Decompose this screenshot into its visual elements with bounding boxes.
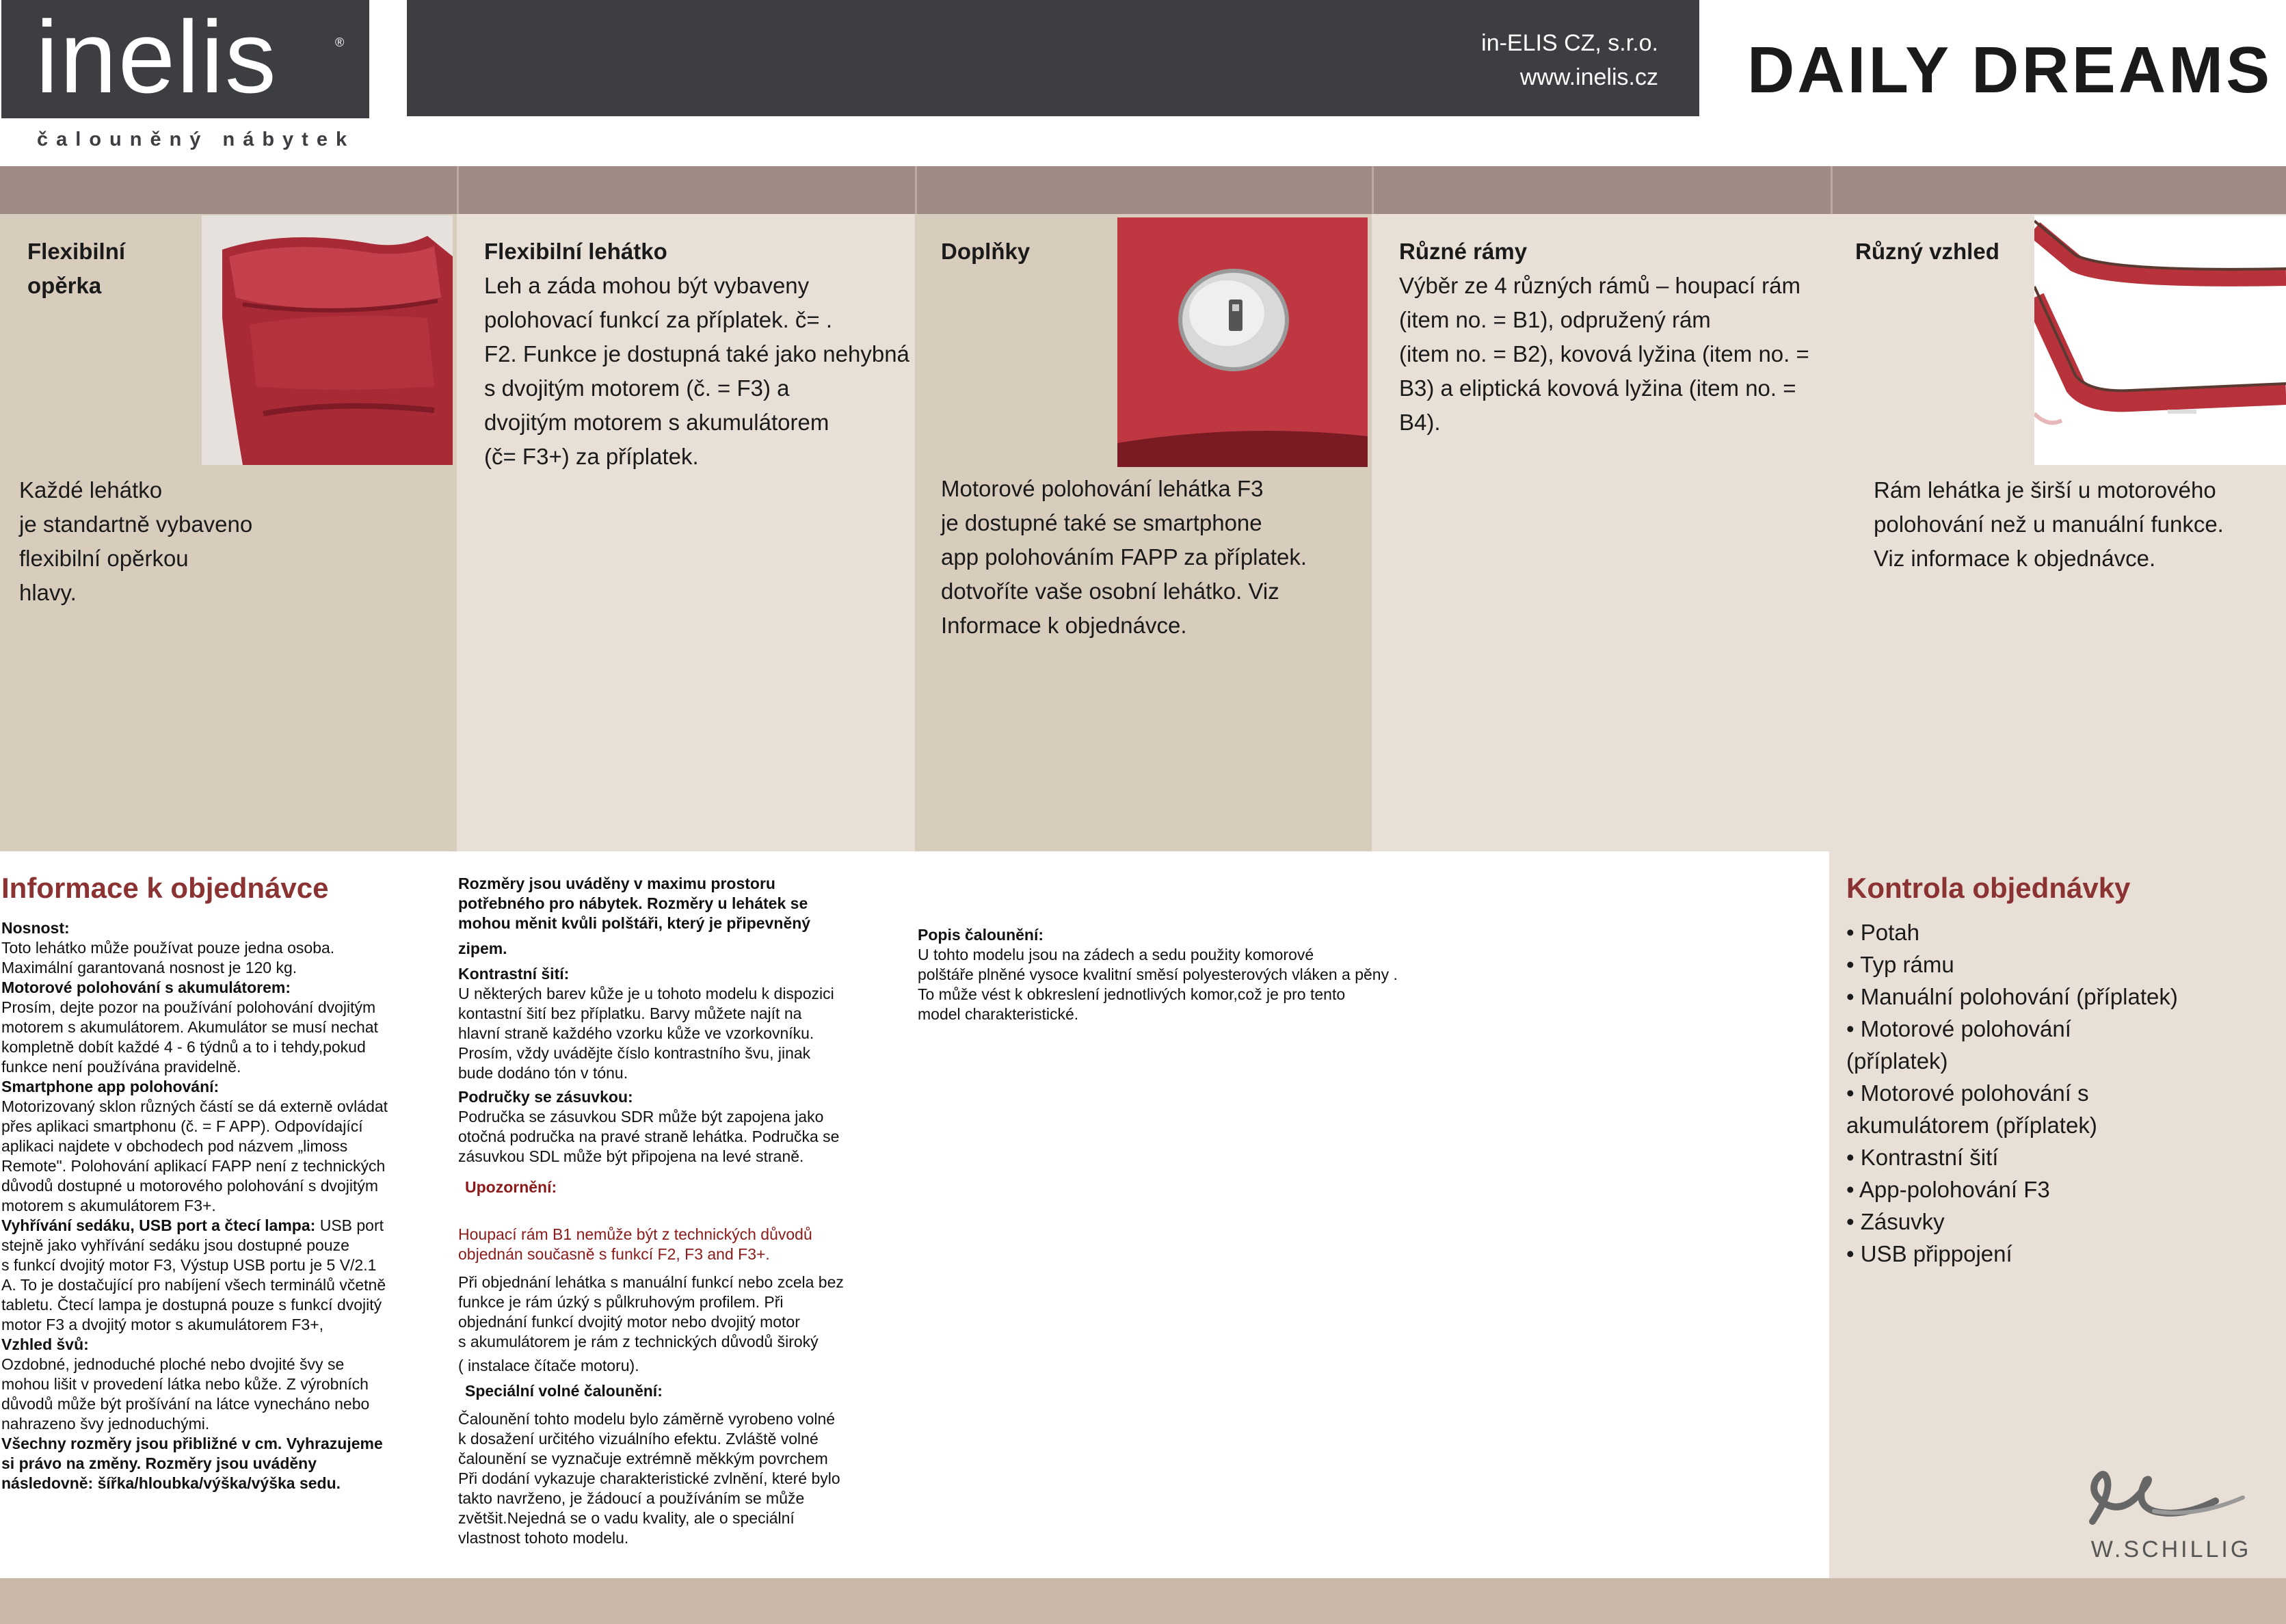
feature-title-accessories: Doplňky	[941, 239, 1031, 264]
checklist-item: • Motorové polohování	[1846, 1016, 2071, 1041]
feature-text-accessories: Motorové polohování lehátka F3 je dostupné také se smartphone app polohováním FAPP za příplatek. dotvoříte vaše osobní lehátko. Viz Informace k objednávce.	[941, 476, 1307, 638]
checklist-item: • Manuální polohování (příplatek)	[1846, 984, 2178, 1009]
feature-title-headrest: Flexibilní opěrka	[27, 239, 126, 298]
wschillig-emblem-icon	[2065, 1463, 2277, 1532]
series-title: DAILY DREAMS	[1747, 34, 2273, 107]
strip-segment	[1831, 166, 2286, 214]
order-checklist	[1846, 916, 2277, 1270]
wschillig-wordmark: W.SCHILLIG	[2090, 1536, 2252, 1562]
checklist-item: • Potah	[1846, 920, 1919, 945]
usb-port-image	[1117, 217, 1368, 467]
wschillig-logo	[2065, 1463, 2277, 1562]
feature-text-headrest: Každé lehátko je standartně vybaveno flexibilní opěrkou hlavy.	[19, 477, 253, 605]
bottom-strip	[0, 1578, 2286, 1624]
tagline: čalouněný nábytek	[37, 129, 356, 150]
registered-mark: ®	[335, 36, 345, 49]
strip-segment	[1372, 166, 1831, 214]
checklist-item: • Zásuvky	[1846, 1209, 1945, 1234]
company-name: in-ELIS CZ, s.r.o.	[1481, 30, 1658, 56]
order-check-title: Kontrola objednávky	[1846, 872, 2131, 904]
checklist-item: • App-polohování F3	[1846, 1177, 2050, 1202]
company-info	[1299, 26, 1658, 94]
checklist-item: • Kontrastní šití	[1846, 1145, 1999, 1170]
strip-segment	[0, 166, 457, 214]
frame-image	[2034, 215, 2286, 465]
checklist-item: • USB přippojení	[1846, 1241, 2012, 1266]
upholstery-info: Popis čalounění: U tohto modelu jsou na zádech a sedu použity komorové polštáře plněné vysoce kvalitní směsí polyesterových vláken a pěny . To může vést k obkreslení jednotlivých komor,což je pro tento model charakteristické.	[918, 926, 1398, 1023]
checklist-item: (příplatek)	[1846, 1048, 1948, 1074]
order-info-text: Nosnost: Toto lehátko může používat pouze jedna osoba. Maximální garantovaná nosnost je 120 kg. Motorové polohování s akumulátorem: Prosím, dejte pozor na používání polohování dvojitým motorem s akumulátorem. Akumulátor se musí nechat kompletně dobít každé 4 - 6 týdnů a to i tehdy,pokud funkce není používána pravidelně. Smartphone app polohování: Motorizovaný sklon různých částí se dá externě ovládat přes aplikaci smartphonu (č. = F APP). Odpovídající aplikaci najdete v obchodech pod názvem „limoss Remote". Polohování aplikací FAPP není z technických důvodů dostupné u motorového polohování s dvojitým motorem s akumulátorem F3+. Vyhřívání sedáku, USB port a čtecí lampa: USB port stejně jako vyhřívání sedáku jsou dostupné pouze s funkcí dvojitý motor F3, Výstup USB portu je 5 V/2.1 A. To je dostačující pro nabíjení všech terminálů včetně tabletu. Čtecí lampa je dostupná pouze s funkcí dvojitý motor F3 a dvojitý motor s akumulátorem F3+, Vzhled švů: Ozdobné, jednoduché ploché nebo dvojité švy se mohou lišit v provedení látka nebo kůže. Z výrobních důvodů může být prošívání na látce vynecháno nebo nahrazeno švy jednoduchými. Všechny rozměry jsou přibližné v cm. Vyhrazujeme si právo na změny. Rozměry jsou uváděny následovně: šířka/hloubka/výška/výška sedu.	[1, 919, 388, 1492]
middle-info-text: Rozměry jsou uváděny v maximu prostoru potřebného pro nábytek. Rozměry u lehátek se mohou měnit kvůli polštáři, který je připevněný zipem. Kontrastní šití: U některých barev kůže je u tohoto modelu k dispozici kontastní šití bez příplatku. Barvy můžete najít na hlavní straně každého vzorku kůže ve vzorkovníku. Prosím, vždy uvádějte číslo kontrastního švu, jinak bude dodáno tón v tónu. Područky se zásuvkou: Područka se zásuvkou SDR může být zapojena jako otočná područka na pravé straně lehátka. Područka se zásuvkou SDL může být připojena na levé straně. Upozornění: Houpací rám B1 nemůže být z technických důvodů objednán současně s funkcí F2, F3 and F3+. Při objednání lehátka s manuální funkcí nebo zcela bez funkce je rám úzký s půlkruhovým profilem. Při objednání funkcí dvojitý motor nebo dvojitý motor s akumulátorem je rám z technických důvodů široký ( instalace čítače motoru). Speciální volné čalounění: Čalounění tohto modelu bylo záměrně vyrobeno volné k dosažení určitého vizuálního efektu. Zvláště volné čalounění se vyznačuje extrémně měkkým povrchem Při dodání vykazuje charakteristické zvlnění, které bylo takto navrženo, je žádoucí a používáním se může zvětšit.Nejedná se o vadu kvality, ale o speciální vlastnost tohoto modelu.	[458, 875, 844, 1547]
brand-logo: inelis	[36, 0, 278, 114]
headrest-image	[202, 215, 453, 465]
feature-frames: Různé rámy Výběr ze 4 různých rámů – houpací rám (item no. = B1), odpružený rám (item no. = B2), kovová lyžina (item no. = B3) a eliptická kovová lyžina (item no. = B4).	[1399, 239, 1809, 435]
feature-text-look: Rám lehátka je širší u motorového polohování než u manuální funkce. Viz informace k objednávce.	[1874, 477, 2224, 571]
checklist-item: • Typ rámu	[1846, 952, 1954, 977]
checklist-item: akumulátorem (příplatek)	[1846, 1113, 2097, 1138]
feature-title-look: Různý vzhled	[1855, 239, 1999, 264]
checklist-item: • Motorové polohování s	[1846, 1080, 2089, 1106]
strip-segment	[915, 166, 1372, 214]
strip-segment	[457, 166, 915, 214]
feature-flexible-recliner: Flexibilní lehátko Leh a záda mohou být vybaveny polohovací funkcí za příplatek. č= . F2. Funkce je dostupná také jako nehybná s dvojitým motorem (č. = F3) a dvojitým motorem s akumulátorem (č= F3+) za příplatek.	[484, 239, 909, 469]
order-info-title: Informace k objednávce	[1, 872, 329, 904]
company-website[interactable]: www.inelis.cz	[1519, 64, 1658, 90]
